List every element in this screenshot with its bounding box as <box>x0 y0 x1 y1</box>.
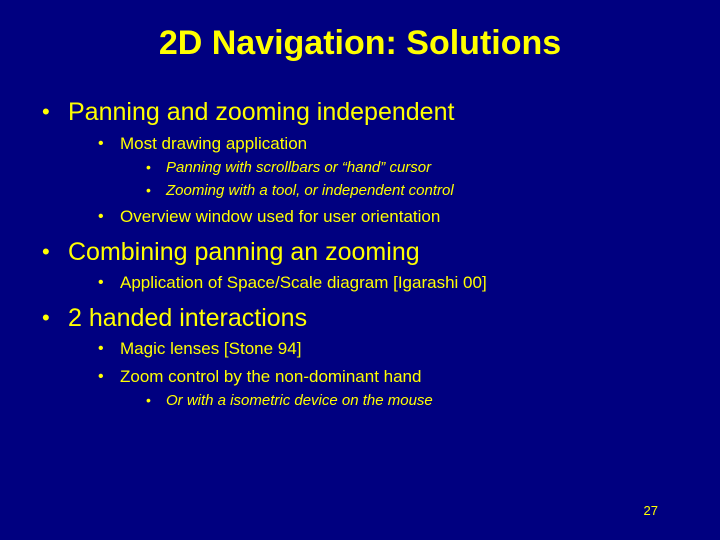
bullet-text: Most drawing application <box>120 133 308 153</box>
bullet-text: Combining panning an zooming <box>68 237 420 266</box>
bullet-text: Application of Space/Scale diagram [Igarashi 00] <box>120 273 487 293</box>
slide-body <box>42 88 692 412</box>
bullet-glyph-icon: • <box>98 134 104 152</box>
bullet-item-level3 <box>146 182 692 200</box>
bullet-text: 2 handed interactions <box>68 303 308 332</box>
bullet-item-level1 <box>42 238 692 267</box>
bullet-glyph-icon: • <box>146 392 151 409</box>
bullet-glyph-icon: • <box>98 367 104 385</box>
bullet-item-level3 <box>146 159 692 177</box>
bullet-text: Magic lenses [Stone 94] <box>120 339 302 359</box>
bullet-glyph-icon: • <box>42 238 50 264</box>
bullet-glyph-icon: • <box>42 99 50 124</box>
bullet-glyph-icon: • <box>42 304 50 330</box>
bullet-glyph-icon: • <box>98 340 104 358</box>
bullet-item-level2 <box>98 134 692 154</box>
bullet-item-level2 <box>98 367 692 387</box>
bullet-item-level1 <box>42 304 692 333</box>
bullet-item-level2 <box>98 207 692 227</box>
bullet-item-level2 <box>98 339 692 359</box>
bullet-text: Or with a isometric device on the mouse <box>166 392 433 410</box>
bullet-item-level2 <box>98 273 692 293</box>
bullet-glyph-icon: • <box>146 182 151 199</box>
bullet-text: Panning and zooming independent <box>68 98 455 126</box>
bullet-text: Overview window used for user orientation <box>120 207 441 227</box>
bullet-text: Zooming with a tool, or independent control <box>166 182 454 200</box>
bullet-item-level3 <box>146 392 692 410</box>
slide-title: 2D Navigation: Solutions <box>158 24 562 62</box>
bullet-text: Panning with scrollbars or “hand” cursor <box>166 159 432 177</box>
bullet-glyph-icon: • <box>98 208 104 226</box>
bullet-item-level1 <box>42 98 692 127</box>
bullet-text: Zoom control by the non-dominant hand <box>120 366 422 386</box>
bullet-glyph-icon: • <box>98 274 104 292</box>
page-number: 27 <box>643 503 658 518</box>
bullet-glyph-icon: • <box>146 159 151 176</box>
